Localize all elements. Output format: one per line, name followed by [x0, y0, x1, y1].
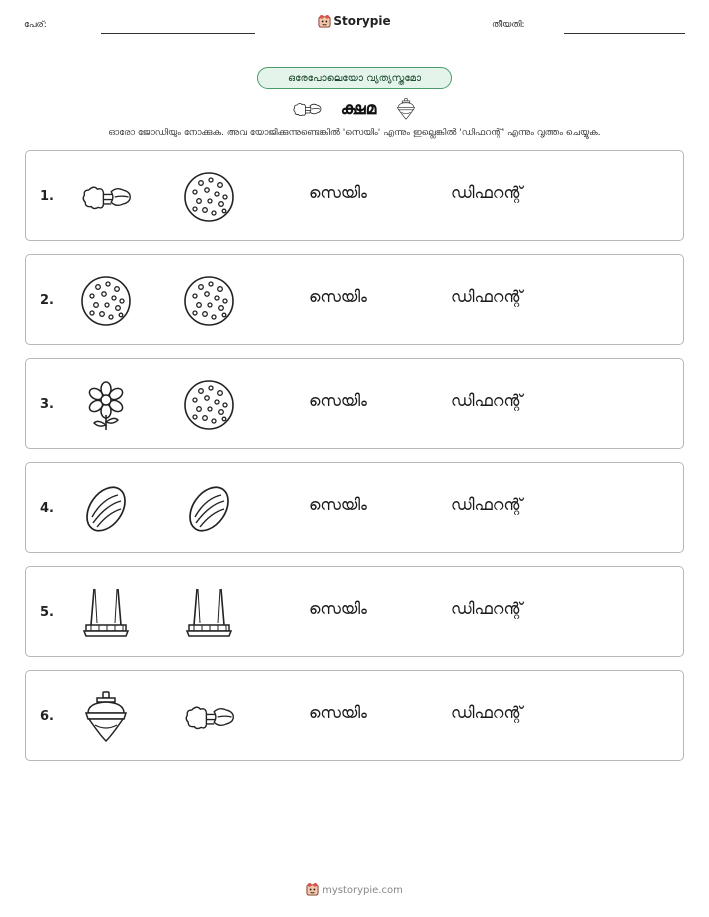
question-card	[25, 670, 684, 761]
flower-icon	[80, 379, 132, 431]
option-same[interactable]: സെയിം	[309, 599, 367, 618]
option-same[interactable]: സെയിം	[309, 183, 367, 202]
option-different[interactable]: ഡിഫറന്റ്	[451, 703, 523, 722]
question-card	[25, 358, 684, 449]
option-different[interactable]: ഡിഫറന്റ്	[451, 287, 523, 306]
swing-icon	[183, 587, 235, 639]
brand-name: Storypie	[333, 14, 391, 28]
option-different[interactable]: ഡിഫറന്റ്	[451, 599, 523, 618]
question-card	[25, 566, 684, 657]
option-different[interactable]: ഡിഫറന്റ്	[451, 391, 523, 410]
storypie-logo-icon	[306, 882, 319, 896]
question-number: 4.	[40, 501, 54, 516]
instruction-text: ഓരോ ജോഡിയും നോക്കുക. അവ യോജിക്കുന്നുണ്ടെങ്കിൽ 'സെയിം' എന്നും ഇല്ലെങ്കിൽ 'ഡിഫറന്റ്' എന്നും വൃത്തം ചെയ്യുക.	[108, 128, 601, 138]
blowing-icon	[80, 171, 132, 223]
spinning-top-icon	[395, 96, 417, 122]
name-label: പേര്:	[24, 20, 47, 30]
question-number: 5.	[40, 605, 54, 620]
spinning-top-icon	[80, 691, 132, 743]
subject-word: ക്ഷമ	[340, 99, 377, 119]
cookie-icon	[183, 379, 235, 431]
date-label: തീയതി:	[492, 20, 525, 30]
question-number: 3.	[40, 397, 54, 412]
footer-site[interactable]: mystorypie.com	[322, 885, 403, 896]
option-different[interactable]: ഡിഫറന്റ്	[451, 183, 523, 202]
question-number: 2.	[40, 293, 54, 308]
question-number: 6.	[40, 709, 54, 724]
name-line[interactable]	[101, 33, 255, 34]
subject-row	[0, 96, 709, 118]
brand	[0, 14, 709, 28]
question-card	[25, 462, 684, 553]
date-line[interactable]	[564, 33, 685, 34]
blowing-icon	[183, 691, 235, 743]
option-different[interactable]: ഡിഫറന്റ്	[451, 495, 523, 514]
option-same[interactable]: സെയിം	[309, 495, 367, 514]
option-same[interactable]: സെയിം	[309, 287, 367, 306]
question-number: 1.	[40, 189, 54, 204]
cookie-icon	[183, 171, 235, 223]
cookie-icon	[183, 275, 235, 327]
title-pill: ഒരേപോലെയോ വ്യത്യസ്തമോ	[257, 67, 452, 89]
swing-icon	[80, 587, 132, 639]
storypie-logo-icon	[318, 14, 331, 28]
question-card	[25, 254, 684, 345]
option-same[interactable]: സെയിം	[309, 391, 367, 410]
footer	[0, 882, 709, 896]
blowing-icon	[292, 99, 322, 119]
option-same[interactable]: സെയിം	[309, 703, 367, 722]
bean-icon	[183, 483, 235, 535]
cookie-icon	[80, 275, 132, 327]
bean-icon	[80, 483, 132, 535]
question-card	[25, 150, 684, 241]
